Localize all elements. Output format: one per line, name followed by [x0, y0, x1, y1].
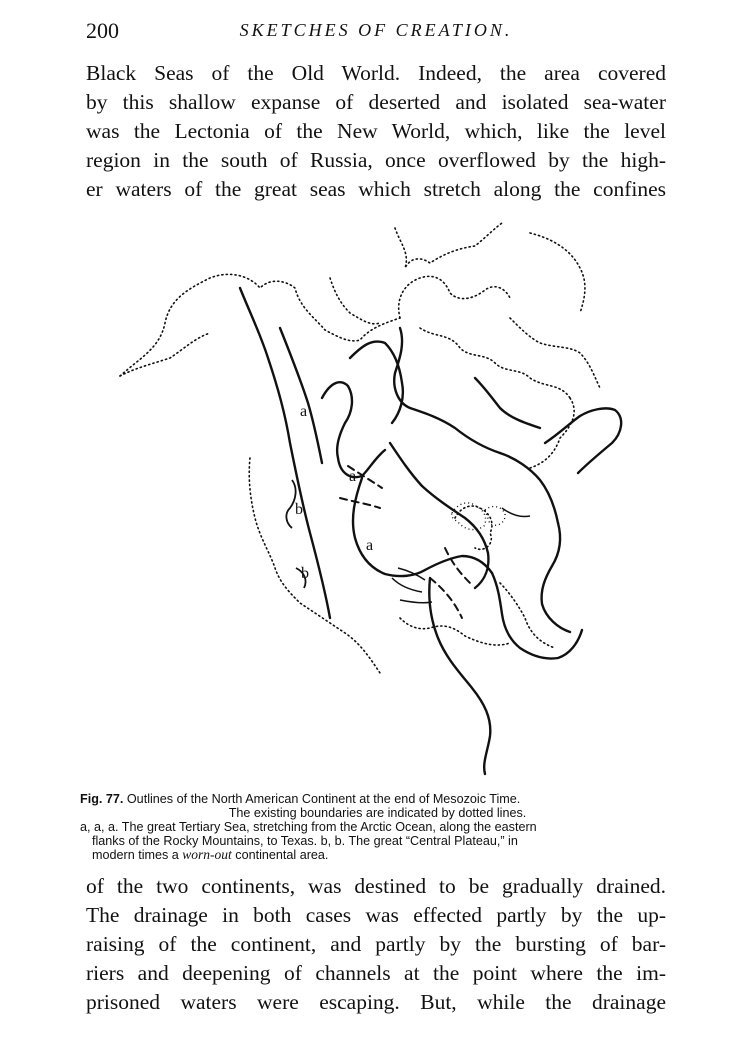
caption-line-4: flanks of the Rocky Mountains, to Texas. b, b. The great “Central Plateau,” in: [92, 834, 518, 848]
text-line: raising of the continent, and partly by the bursting of bar-: [86, 932, 666, 956]
paragraph-bottom: [86, 872, 666, 1017]
label-a-north: a: [300, 403, 308, 420]
caption-text: continental area.: [231, 848, 329, 862]
caption-line-5: [80, 848, 675, 862]
text-line: of the two continents, was destined to be gradually drained.: [86, 874, 666, 898]
label-b-lower: b: [301, 565, 309, 582]
caption-text: modern times a: [92, 848, 183, 862]
page-header: [86, 18, 666, 48]
page-number: 200: [86, 18, 119, 43]
continent-map-figure: [100, 218, 660, 790]
paragraph-top: [86, 59, 666, 204]
figure-caption: [80, 792, 675, 862]
text-line: riers and deepening of channels at the point where the im-: [86, 961, 666, 985]
continent-map-illustration: [100, 218, 660, 790]
label-a-south: a: [366, 537, 374, 554]
text-line: er waters of the great seas which stretch along the confines: [86, 177, 666, 201]
text-line: by this shallow expanse of deserted and isolated sea-water: [86, 90, 666, 114]
caption-italic: worn-out: [182, 847, 232, 862]
figure-number: Fig. 77.: [80, 792, 124, 806]
text-line: prisoned waters were escaping. But, while the drainage: [86, 990, 666, 1014]
caption-line-2: The existing boundaries are indicated by dotted lines.: [228, 806, 527, 820]
caption-line-3: a, a, a. The great Tertiary Sea, stretching from the Arctic Ocean, along the eastern: [80, 820, 537, 834]
text-line: The drainage in both cases was effected partly by the up-: [86, 903, 666, 927]
existing-coastline-dotted: [120, 223, 600, 673]
label-b-upper: b: [295, 501, 303, 518]
label-a-middle: a: [349, 468, 357, 485]
caption-line-1: [80, 792, 675, 806]
text-line: Black Seas of the Old World. Indeed, the area covered: [86, 61, 666, 85]
running-head: SKETCHES OF CREATION.: [239, 20, 513, 40]
text-line: region in the south of Russia, once overflowed by the high-: [86, 148, 666, 172]
mesozoic-coastline-solid: [240, 288, 621, 774]
text-line: was the Lectonia of the New World, which, like the level: [86, 119, 666, 143]
caption-title: Outlines of the North American Continent at the end of Mesozoic Time.: [126, 792, 521, 806]
